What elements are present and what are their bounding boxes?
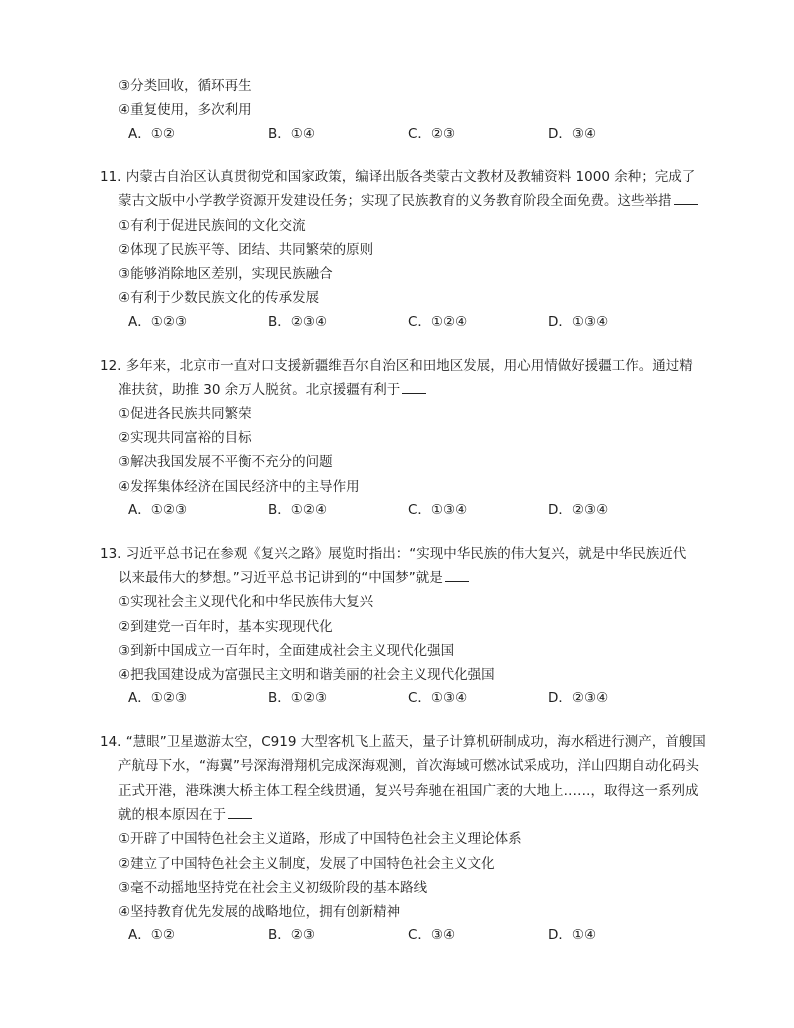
q11-item-1: ①有利于促进民族间的文化交流 — [118, 218, 306, 234]
q14-option-c: C．③④ — [408, 927, 456, 943]
q12-item-2: ②实现共同富裕的目标 — [118, 430, 252, 446]
q13-item-2: ②到建党一百年时，基本实现现代化 — [118, 619, 333, 635]
q14-stem-line-1: 14. “慧眼”卫星遨游太空，C919 大型客机飞上蓝天，量子计算机研制成功，海水稻进行测产，首艘国 — [100, 734, 706, 750]
q11-stem-line-1: 11. 内蒙古自治区认真贯彻党和国家政策，编译出版各类蒙古文教材及教辅资料 1000 余种；完成了 — [100, 169, 696, 185]
q10-option-c: C．②③ — [408, 126, 456, 142]
q13-option-b: B．①②③ — [268, 690, 328, 706]
q13-option-a: A．①②③ — [128, 690, 188, 706]
answer-blank — [674, 192, 698, 205]
q11-option-a: A．①②③ — [128, 314, 188, 330]
q10-option-d: D．③④ — [548, 126, 597, 142]
q12-option-c: C．①③④ — [408, 502, 468, 518]
q14-option-d: D．①④ — [548, 927, 597, 943]
q13-item-3: ③到新中国成立一百年时，全面建成社会主义现代化强国 — [118, 643, 455, 659]
q10-item-4: ④重复使用，多次利用 — [118, 102, 252, 118]
q14-option-a: A．①② — [128, 927, 175, 943]
q12-item-3: ③解决我国发展不平衡不充分的问题 — [118, 454, 333, 470]
answer-blank — [402, 381, 426, 394]
q14-stem-line-3: 正式开港，港珠澳大桥主体工程全线贯通，复兴号奔驰在祖国广袤的大地上……，取得这一系列成 — [118, 783, 699, 799]
q12-option-d: D．②③④ — [548, 502, 609, 518]
q11-item-4: ④有利于少数民族文化的传承发展 — [118, 290, 320, 306]
q10-option-b: B．①④ — [268, 126, 315, 142]
q11-stem-line-2: 蒙古文版中小学教学资源开发建设任务；实现了民族教育的义务教育阶段全面免费。这些举措 — [118, 192, 698, 210]
q13-stem-line-2: 以来最伟大的梦想。”习近平总书记讲到的“中国梦”就是 — [118, 569, 469, 587]
q13-item-1: ①实现社会主义现代化和中华民族伟大复兴 — [118, 594, 374, 610]
q10-item-3: ③分类回收，循环再生 — [118, 78, 252, 94]
q14-item-3: ③毫不动摇地坚持党在社会主义初级阶段的基本路线 — [118, 880, 428, 896]
q11-option-c: C．①②④ — [408, 314, 468, 330]
q14-item-4: ④坚持教育优先发展的战略地位，拥有创新精神 — [118, 904, 401, 920]
q12-option-a: A．①②③ — [128, 502, 188, 518]
q13-option-d: D．②③④ — [548, 690, 609, 706]
q14-item-1: ①开辟了中国特色社会主义道路，形成了中国特色社会主义理论体系 — [118, 831, 522, 847]
q11-item-2: ②体现了民族平等、团结、共同繁荣的原则 — [118, 242, 374, 258]
q14-item-2: ②建立了中国特色社会主义制度，发展了中国特色社会主义文化 — [118, 856, 495, 872]
q13-item-4: ④把我国建设成为富强民主文明和谐美丽的社会主义现代化强国 — [118, 667, 495, 683]
q11-item-3: ③能够消除地区差别，实现民族融合 — [118, 266, 333, 282]
q12-stem-line-2: 准扶贫，助推 30 余万人脱贫。北京援疆有利于 — [118, 381, 426, 399]
q11-option-b: B．②③④ — [268, 314, 328, 330]
q12-stem-line-1: 12. 多年来，北京市一直对口支援新疆维吾尔自治区和田地区发展，用心用情做好援疆工作。通过精 — [100, 358, 693, 374]
q13-option-c: C．①③④ — [408, 690, 468, 706]
q12-item-1: ①促进各民族共同繁荣 — [118, 406, 252, 422]
q13-stem-line-1: 13. 习近平总书记在参观《复兴之路》展览时指出：“实现中华民族的伟大复兴，就是中华民族近代 — [100, 546, 687, 562]
q10-option-a: A．①② — [128, 126, 175, 142]
q14-option-b: B．②③ — [268, 927, 315, 943]
q12-option-b: B．①②④ — [268, 502, 328, 518]
q14-stem-line-2: 产航母下水，“海翼”号深海滑翔机完成深海观测，首次海域可燃冰试采成功，洋山四期自动化码头 — [118, 758, 699, 774]
q12-item-4: ④发挥集体经济在国民经济中的主导作用 — [118, 479, 360, 495]
answer-blank — [445, 569, 469, 582]
answer-blank — [228, 806, 252, 819]
q14-stem-line-4: 就的根本原因在于 — [118, 806, 252, 824]
q11-option-d: D．①③④ — [548, 314, 609, 330]
